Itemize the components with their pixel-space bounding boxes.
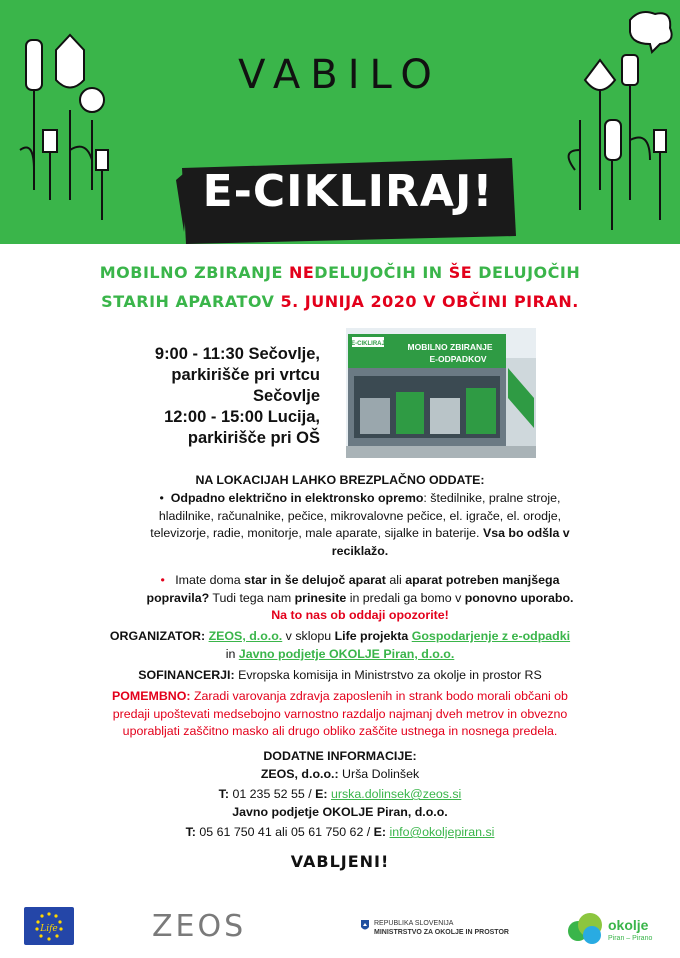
bullet-dot: • bbox=[160, 573, 176, 587]
subtitle-line-1 bbox=[0, 263, 680, 282]
email-label: E: bbox=[315, 787, 328, 801]
schedule bbox=[128, 344, 320, 449]
bullet-bold: Vsa bo odšla v bbox=[482, 526, 570, 540]
cloud-leaf-icon bbox=[566, 911, 606, 947]
organizer-label: ORGANIZATOR: bbox=[109, 629, 209, 643]
heading-text: NA LOKACIJAH LAHKO BREZPLAČNO ODDATE: bbox=[195, 473, 485, 487]
bullet-warning: Na to nas ob oddaji opozorite! bbox=[271, 608, 449, 622]
schedule-line: parkirišče pri OŠ bbox=[187, 429, 320, 447]
bullet-bold: aparat potreben manjšega bbox=[405, 573, 560, 587]
bullet-text: hladilnike, računalnike, pečice, mikrovalovne pečice, el. igrače, el. orodje, bbox=[158, 508, 562, 523]
event-title: E-CIKLIRAJ! bbox=[202, 166, 494, 217]
okolje-email-link[interactable]: info@okoljepiran.si bbox=[389, 825, 495, 839]
locations-heading bbox=[0, 472, 680, 490]
okolje-piran-logo bbox=[566, 911, 666, 951]
subtitle-text: MOBILNO ZBIRANJE bbox=[99, 263, 289, 282]
bullet-text: Tudi tega nam bbox=[209, 590, 295, 605]
okolje-phone: 05 61 750 41 ali 05 61 750 62 / bbox=[195, 825, 374, 839]
bullet-text: in predali ga bomo v bbox=[346, 590, 465, 605]
bullet-bold: reciklažo. bbox=[331, 543, 389, 558]
subtitle-text: DELUJOČIH bbox=[472, 263, 581, 282]
subtitle-highlight: ŠE bbox=[448, 263, 473, 282]
cofinancers-label: SOFINANCERJI: bbox=[138, 668, 239, 682]
okolje-link[interactable]: Javno podjetje OKOLJE Piran, d.o.o. bbox=[238, 647, 455, 661]
info-heading: DODATNE INFORMACIJE: bbox=[263, 749, 417, 763]
bullet-bold: popravila? bbox=[146, 590, 210, 605]
life-logo-text: Life bbox=[40, 924, 58, 934]
cofinancers-line bbox=[0, 667, 680, 685]
project-link[interactable]: Gospodarjenje z e-odpadki bbox=[411, 629, 571, 643]
logo-strip bbox=[0, 905, 680, 955]
truck-sign-2: E-ODPADKOV bbox=[429, 354, 487, 364]
important-text: uporabljati zaščitno masko ali drugo obliko zaščite ustnega in nosnega predela. bbox=[122, 724, 558, 738]
phone-label: T: bbox=[218, 787, 229, 801]
subtitle-highlight: NE bbox=[288, 263, 315, 282]
subtitle-date: 5. JUNIJA 2020 V OBČINI PIRAN. bbox=[280, 292, 579, 311]
important-text: predaji upoštevati medsebojno varnostno razdaljo najmanj dveh metrov in obvezno bbox=[112, 706, 568, 721]
subtitle-line-2 bbox=[0, 292, 680, 311]
okolje-logo-subtext: Piran – Pirano bbox=[608, 935, 653, 942]
bullet-item-2 bbox=[120, 572, 600, 625]
eu-stars-icon bbox=[24, 907, 74, 945]
cofinancers-text: Evropska komisija in Ministrstvo za okolje in prostor RS bbox=[238, 668, 542, 682]
schedule-line: 9:00 - 11:30 Sečovlje, bbox=[154, 345, 320, 363]
phone-label: T: bbox=[185, 825, 196, 839]
schedule-line: Sečovlje bbox=[253, 387, 320, 405]
subtitle-text: STARIH APARATOV bbox=[101, 292, 281, 311]
zeos-logo: ZEOS bbox=[152, 909, 247, 944]
ministry-logo-line-1: REPUBLIKA SLOVENIJA bbox=[374, 920, 454, 927]
okolje-contact-name: Javno podjetje OKOLJE Piran, d.o.o. bbox=[232, 804, 448, 819]
bullet-bold: ponovno uporabo. bbox=[464, 590, 574, 605]
bullet-bold: star in še delujoč aparat bbox=[244, 573, 386, 587]
organizer-line bbox=[0, 628, 680, 646]
subtitle-text: DELUJOČIH IN bbox=[314, 263, 449, 282]
zeos-contact-name: ZEOS, d.o.o.: bbox=[260, 766, 339, 781]
invite-heading: VABILO bbox=[238, 52, 442, 98]
bullet-text: televizorje, radie, monitorje, male aparate, sijalke in baterije. bbox=[150, 526, 483, 540]
truck-brand: E-CIKLIRAJ bbox=[351, 341, 385, 347]
organizer-text: in bbox=[225, 647, 239, 661]
bullet-text: : štedilnike, pralne stroje, bbox=[423, 491, 561, 505]
okolje-logo-text: okolje bbox=[608, 917, 649, 933]
truck-sign-1: MOBILNO ZBIRANJE bbox=[407, 342, 493, 352]
organizer-text: v sklopu bbox=[282, 629, 335, 643]
bullet-item-1 bbox=[120, 490, 600, 560]
schedule-line: parkirišče pri vrtcu bbox=[171, 366, 320, 384]
slovenia-coat-of-arms-icon bbox=[360, 919, 370, 933]
schedule-line: 12:00 - 15:00 Lucija, bbox=[164, 408, 320, 426]
email-label: E: bbox=[373, 825, 387, 839]
zeos-phone: 01 235 52 55 / bbox=[229, 787, 316, 801]
life-label: Life projekta bbox=[334, 629, 409, 643]
zeos-contact-person: Urša Dolinšek bbox=[338, 766, 420, 781]
bullet-dot: • bbox=[159, 491, 171, 505]
contact-info bbox=[0, 748, 680, 842]
closing-text: VABLJENI! bbox=[290, 852, 390, 871]
ministry-logo-line-2: MINISTRSTVO ZA OKOLJE IN PROSTOR bbox=[374, 929, 509, 936]
important-notice bbox=[0, 688, 680, 741]
bullet-text: Imate doma bbox=[175, 573, 245, 587]
zeos-email-link[interactable]: urska.dolinsek@zeos.si bbox=[330, 787, 462, 801]
collection-truck-image bbox=[346, 328, 536, 458]
bullet-bold: Odpadno električno in elektronsko opremo bbox=[170, 491, 424, 505]
eu-life-logo bbox=[24, 907, 74, 945]
important-text: Zaradi varovanja zdravja zaposlenih in strank bodo morali občani ob bbox=[190, 689, 568, 703]
bullet-text: ali bbox=[385, 573, 406, 587]
bullet-bold: prinesite bbox=[294, 590, 347, 605]
important-label: POMEMBNO: bbox=[112, 689, 191, 703]
ministry-logo bbox=[360, 919, 520, 943]
speech-bubble-icon bbox=[630, 12, 672, 52]
zeos-link[interactable]: ZEOS, d.o.o. bbox=[208, 629, 283, 643]
organizer-line-2 bbox=[0, 646, 680, 664]
